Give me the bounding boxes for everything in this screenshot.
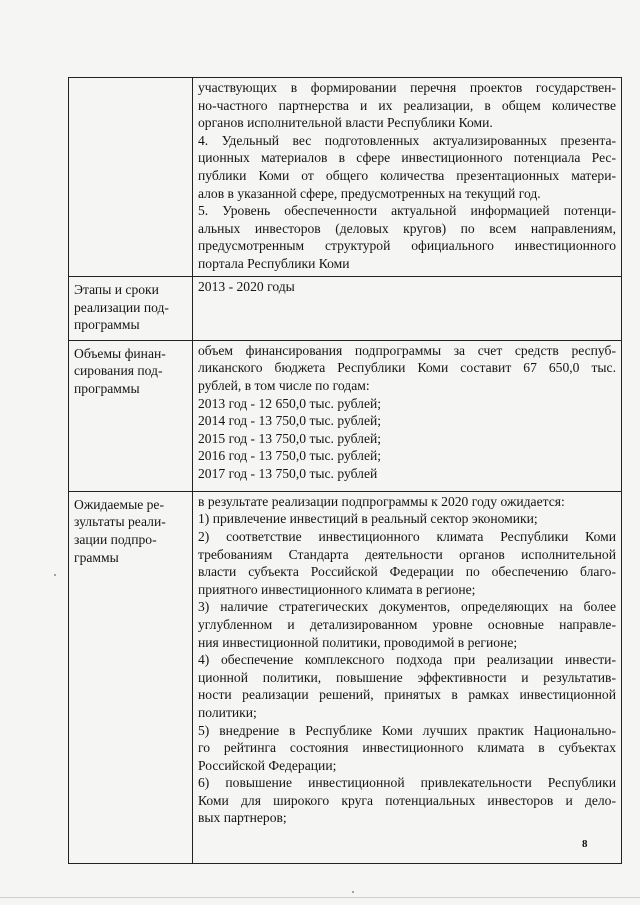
text-line: ционных материалов в сфере инвестиционного потенциала Рес-: [198, 150, 616, 166]
text-line: предусмотренным структурой официального инвестиционного: [198, 238, 616, 254]
text-line: 2015 год - 13 750,0 тыс. рублей;: [198, 430, 382, 446]
row-label: Объемы финан-сирования под-программы: [69, 340, 193, 491]
text-line: 2016 год - 13 750,0 тыс. рублей;: [198, 448, 382, 464]
scan-speck: [54, 574, 56, 576]
text-line: ности реализации решений, принятых в рамках инвестиционной: [198, 687, 616, 703]
text-line: в результате реализации подпрограммы к 2020 году ожидается:: [198, 493, 565, 509]
row-label: Этапы и сроки реализации под-программы: [69, 277, 193, 341]
text-line: 2013 - 2020 годы: [198, 279, 295, 294]
text-line: альных инвесторов (деловых кругов) по всем направлениям,: [198, 220, 616, 236]
text-line: 1) привлечение инвестиций в реальный сектор экономики;: [198, 511, 538, 527]
text-line: участвующих в формировании перечня проектов государствен-: [198, 80, 616, 95]
text-line: ликанского бюджета Республики Коми составит 67 650,0 тыс.: [198, 360, 616, 376]
text-line: портала Республики Коми: [198, 255, 350, 271]
text-line: органов исполнительной власти Республики Коми.: [198, 115, 493, 131]
text-line: политики;: [198, 704, 257, 720]
text-line: власти субъекта Российской Федерации по обеспечению благо-: [198, 564, 616, 580]
text-line: ния инвестиционной политики, проводимой в регионе;: [198, 634, 518, 650]
text-line: 5. Уровень обеспеченности актуальной информацией потенци-: [198, 203, 616, 219]
text-line: го рейтинга состояния инвестиционного климата в субъектах: [198, 740, 616, 756]
text-line: 6) повышение инвестиционной привлекательности Республики: [198, 775, 616, 791]
text-line: 2014 год - 13 750,0 тыс. рублей;: [198, 413, 382, 429]
text-line: 4) обеспечение комплексного подхода при реализации инвести-: [198, 652, 616, 668]
text-line: требованиям Стандарта деятельности органов исполнительной: [198, 546, 616, 562]
text-line: объем финансирования подпрограммы за счет средств респуб-: [198, 342, 616, 358]
row-label: Ожидаемые ре-зультаты реали-зации подпро-граммы: [69, 491, 193, 863]
scan-speck: [352, 891, 354, 893]
text-line: Российской Федерации;: [198, 757, 337, 773]
text-line: вых партнеров;: [198, 810, 287, 826]
text-line: но-частного партнерства и их реализации, в общем количестве: [198, 97, 616, 113]
scan-edge-line: [0, 897, 640, 898]
table-row: [69, 340, 622, 491]
page-number: 8: [582, 838, 588, 850]
row-value: [193, 78, 622, 277]
text-line: 2017 год - 13 750,0 тыс. рублей: [198, 465, 378, 481]
text-line: Коми для широкого круга потенциальных инвесторов и дело-: [198, 792, 616, 808]
text-line: 2) соответствие инвестиционного климата Республики Коми: [198, 528, 616, 544]
text-line: 4. Удельный вес подготовленных актуализированных презента-: [198, 132, 616, 148]
text-line: рублей, в том числе по годам:: [198, 377, 370, 393]
text-line: 3) наличие стратегических документов, определяющих на более: [198, 599, 616, 615]
table-row: [69, 491, 622, 863]
table-row: [69, 277, 622, 341]
row-value: [193, 340, 622, 491]
row-value: [193, 491, 622, 863]
text-line: ционной политики, повышение эффективности и результатив-: [198, 669, 616, 685]
text-line: 2013 год - 12 650,0 тыс. рублей;: [198, 395, 382, 411]
row-label: [69, 78, 193, 277]
text-line: углубленном и детализированном уровне основные направле-: [198, 616, 616, 632]
table-row: [69, 78, 622, 277]
row-value: [193, 277, 622, 341]
text-line: публики Коми от общего количества презентационных матери-: [198, 167, 616, 183]
subprogram-passport-table: [68, 77, 622, 864]
text-line: 5) внедрение в Республике Коми лучших практик Национально-: [198, 722, 616, 738]
text-line: приятного инвестиционного климата в регионе;: [198, 581, 476, 597]
text-line: алов в указанной сфере, предусмотренных на текущий год.: [198, 185, 541, 201]
